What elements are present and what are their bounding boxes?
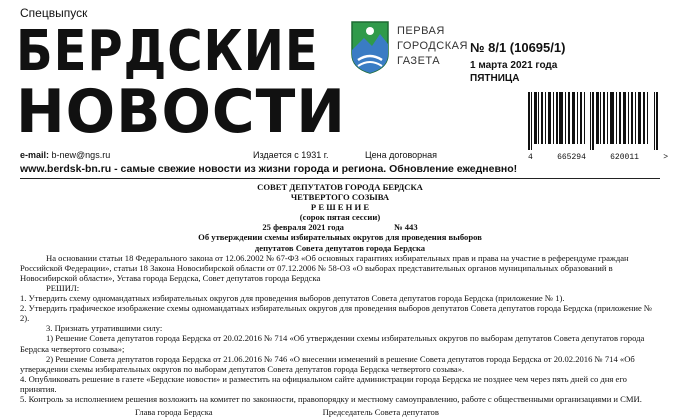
published-since: Издается с 1931 г. [253,150,329,160]
website-link[interactable]: www.berdsk-bn.ru [20,163,112,175]
decision-item-2: 2. Утвердить графическое изображение схемы одномандатных избирательных округов для проведения выборов депутатов Совета депутатов города Бердска (приложение № 2). [20,303,653,324]
site-row [20,163,517,175]
logo-caption: ПЕРВАЯ ГОРОДСКАЯ ГАЗЕТА [397,25,468,67]
city-emblem-logo [350,20,390,74]
newspaper-title-line1: БЕРДСКИЕ [16,19,319,84]
email-label: e-mail: [20,150,50,160]
council-decision [20,182,660,417]
decision-header-4: (сорок пятая сессии) [299,212,381,223]
issue-number: № 8/1 (10695/1) [470,40,566,55]
decision-resolved: РЕШИЛ: [46,282,80,293]
decision-item-1: 1. Утвердить схему одномандатных избирательных округов для проведения выборов депутатов Совета депутатов города Бердска (приложение № 1). [20,293,565,304]
slogan: - самые свежие новости из жизни города и региона. Обновление ежедневно! [111,163,518,175]
decision-item-4: 4. Опубликовать решение в газете «Бердские новости» и разместить на официальном сайте администрации города Бердска не позднее чем через пять дней со дня его принятия. [20,373,627,394]
decision-subject-2: депутатов Совета депутатов города Бердска [254,242,426,253]
email-link[interactable]: b-new@ngs.ru [51,150,111,160]
decision-item-5: 5. Контроль за исполнением решения возложить на комитет по законности, правопорядку и местному самоуправлению, работе с общественными организациями и СМИ. [20,393,642,404]
price-label: Цена договорная [365,150,438,160]
email-row [20,150,110,160]
decision-item-3-2: 2) Решение Совета депутатов города Бердска от 21.06.2016 № 746 «О внесении изменений в решение Совета депутатов города Бердска от 20.02.2016 № 714 «Об утверждении схемы избирательных округов по выборам депутатов Совета депутатов города Бердска четвертого созыва». [20,353,635,374]
decision-header-3: Р Е Ш Е Н И Е [310,202,370,213]
barcode [528,92,660,150]
decision-item-3-1: 1) Решение Совета депутатов города Бердска от 20.02.2016 № 714 «Об утверждении схемы избирательных округов по выборам депутатов Совета депутатов города Бердска четвертого созыва»; [20,333,645,354]
signature-left: Глава города Бердска [135,407,213,418]
barcode-digits: 4 665294 620011 > [528,153,668,162]
decision-number: № 443 [393,222,418,233]
decision-subject-1: Об утверждении схемы избирательных округов для проведения выборов [198,232,482,243]
special-issue-label: Спецвыпуск [20,6,88,20]
signature-right: Председатель Совета депутатов [322,407,439,418]
issue-date: 1 марта 2021 года [470,60,558,71]
issue-weekday: ПЯТНИЦА [470,73,520,84]
decision-item-3: 3. Признать утратившими силу: [46,323,163,334]
decision-header-1: СОВЕТ ДЕПУТАТОВ ГОРОДА БЕРДСКА [257,182,423,192]
newspaper-title-line2: НОВОСТИ [16,77,346,147]
decision-header-2: ЧЕТВЕРТОГО СОЗЫВА [290,192,390,203]
decision-date: 25 февраля 2021 года [262,222,344,233]
masthead-divider [20,178,660,179]
decision-preamble: На основании статьи 18 Федерального закона от 12.06.2002 № 67-ФЗ «Об основных гарантиях избирательных прав и права на участие в референдуме граждан Российской Федерации», статьи 18 Закона Новосибирской области от 07.12.2006 № 58-ОЗ «О выборах представительных органов муниципальных образований в Новосибирской области», Устава города Бердска, Совет депутатов города Бердска [20,252,629,283]
